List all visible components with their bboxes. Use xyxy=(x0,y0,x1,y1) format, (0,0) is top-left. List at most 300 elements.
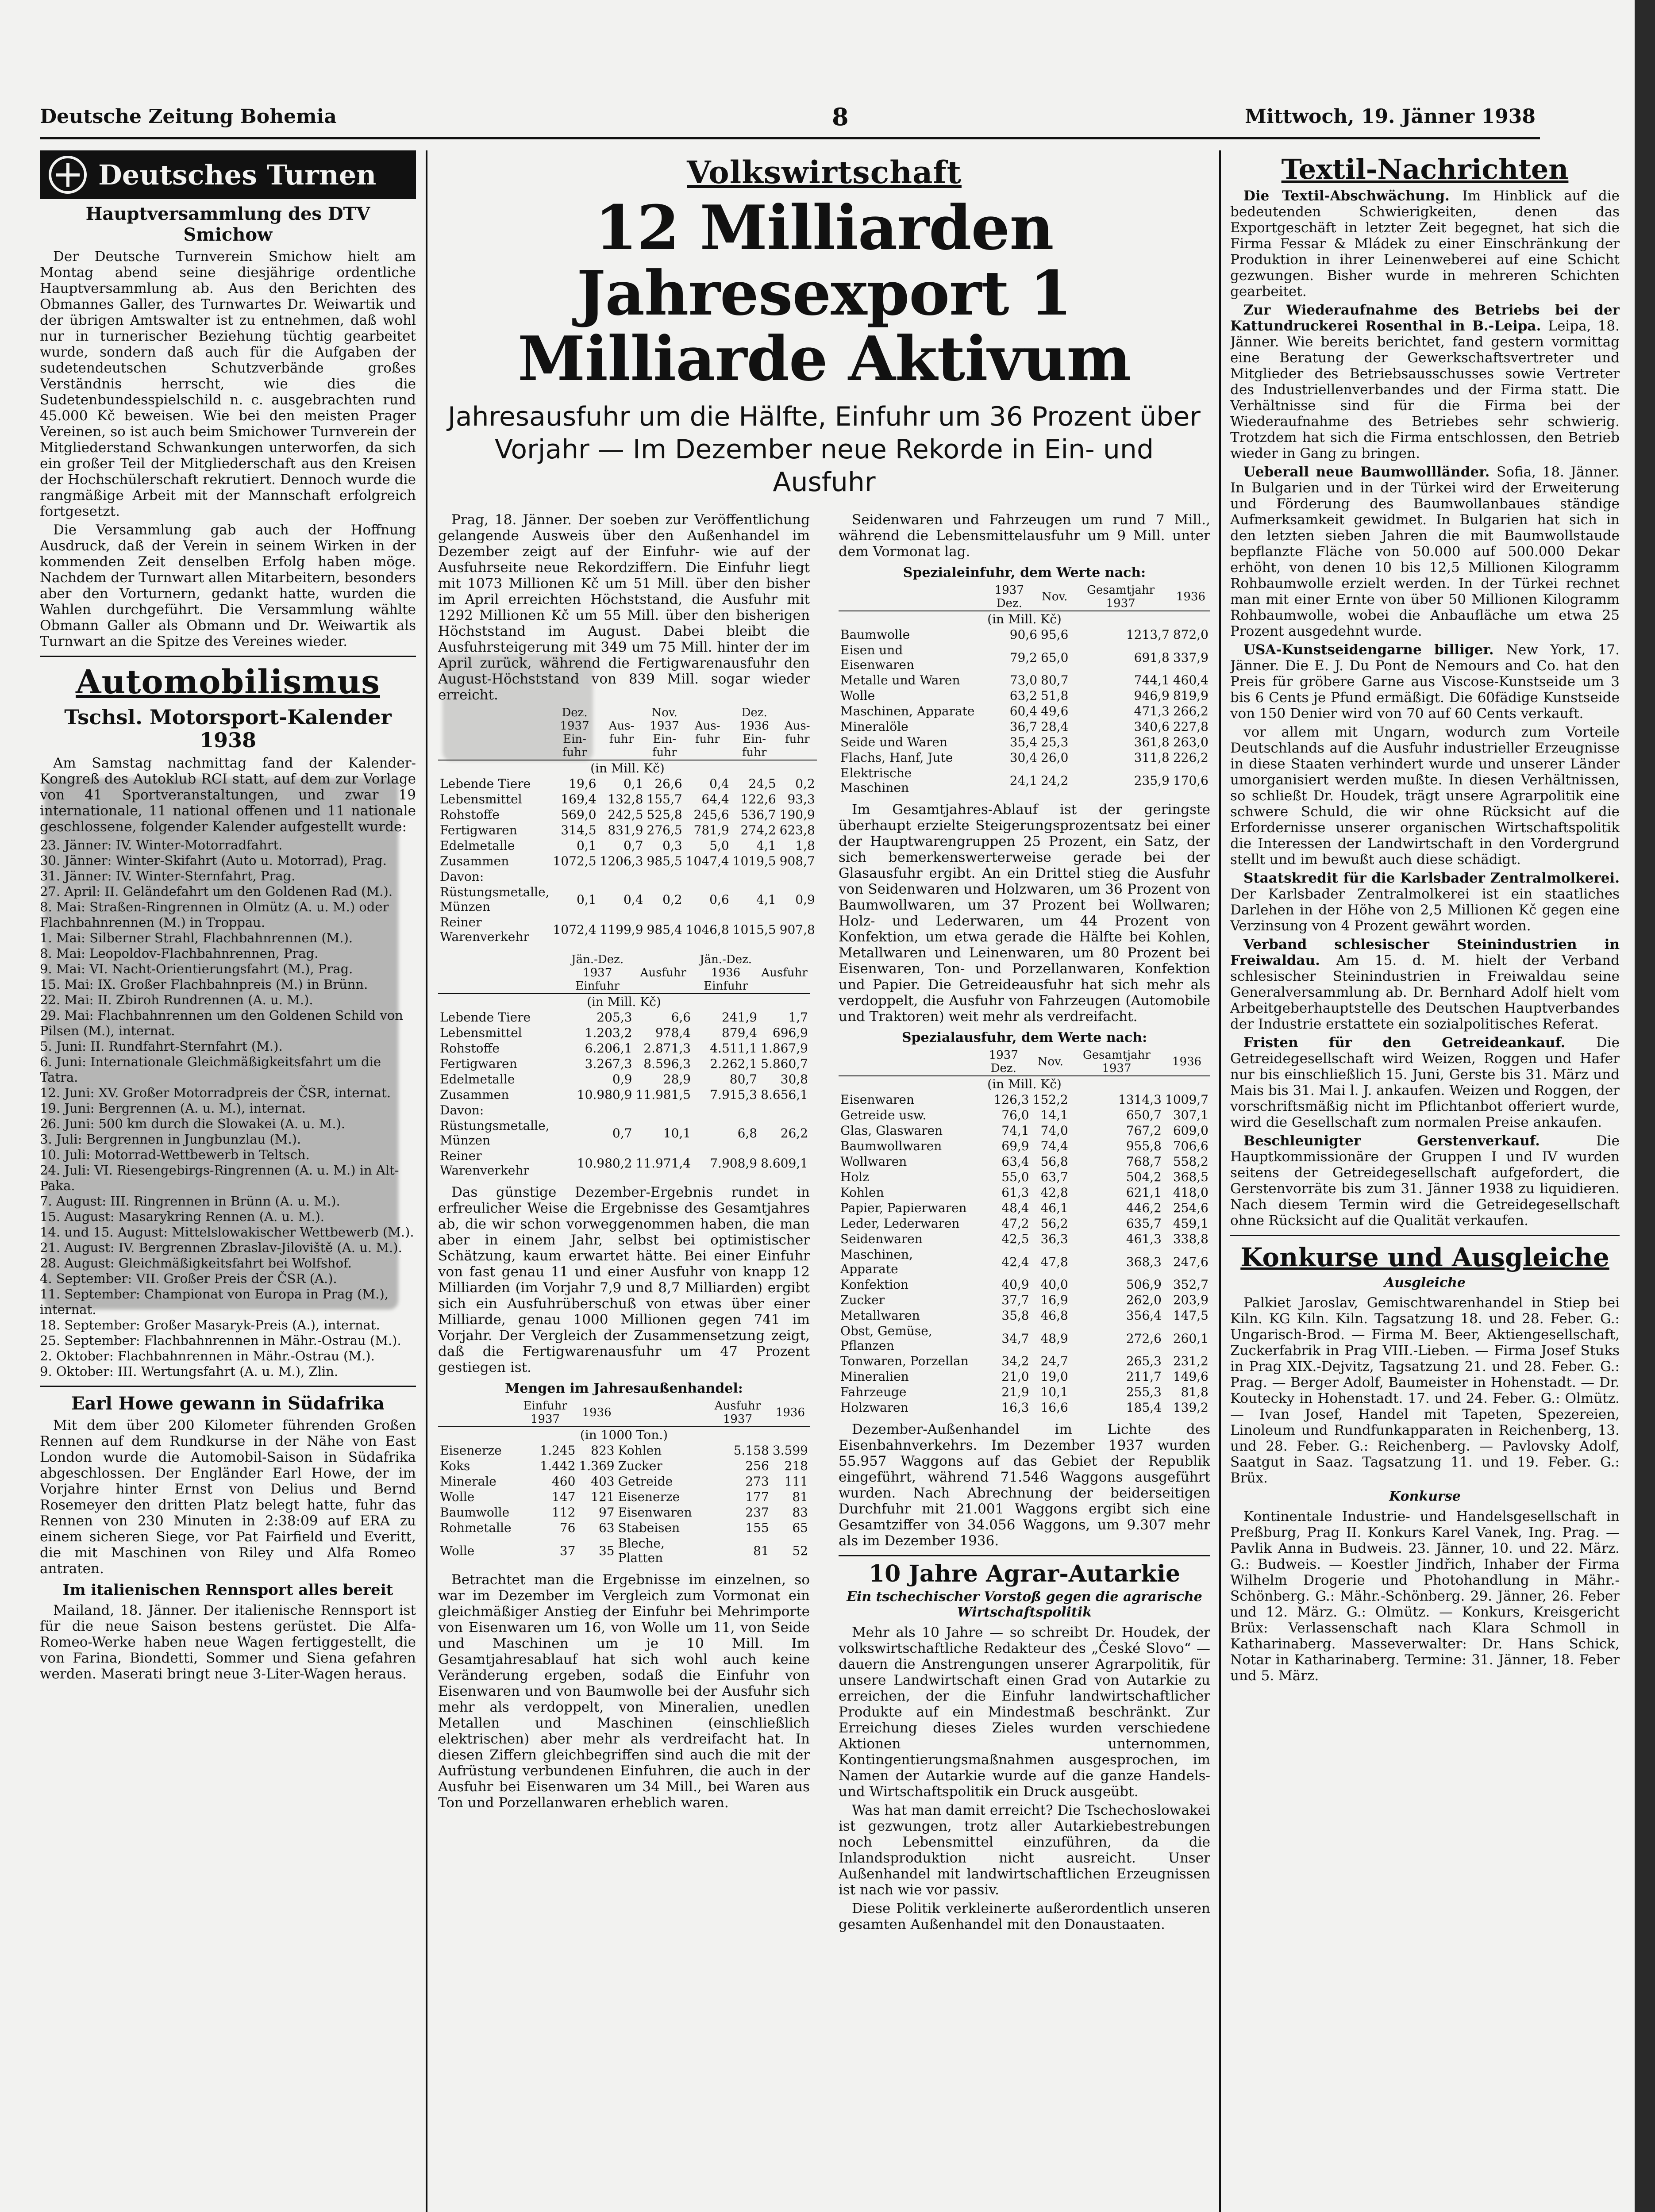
table-cell: 276,5 xyxy=(647,823,682,837)
table-cell: Lebensmittel xyxy=(440,792,522,806)
table-cell: 0,9 xyxy=(795,892,815,907)
volkswirtschaft-section-title: Volkswirtschaft xyxy=(687,154,962,191)
textil-news-item xyxy=(1230,1133,1620,1229)
table-cell: 356,4 xyxy=(1126,1308,1162,1323)
textil-news-text: Im Hinblick auf die bedeutenden Schwierigkeiten, denen das Exportgeschäft in letzter Zeit begegnet, hat sich die Firma Fessar & Mládek zu einer Einschränkung der Produktion in ihrer Leinenweberei auf eine Schicht gezwungen. Bisher wurde in mehreren Schichten gearbeitet. xyxy=(1230,188,1620,300)
table-cell: Reiner Warenverkehr xyxy=(440,915,529,944)
table-row xyxy=(839,642,1210,672)
table-cell: Lebensmittel xyxy=(440,1025,522,1040)
turnen-emblem-icon xyxy=(49,156,87,194)
table-cell: 231,2 xyxy=(1173,1354,1209,1368)
howe-article xyxy=(40,1417,416,1577)
table-cell: 459,1 xyxy=(1173,1216,1209,1231)
table-cell: 126,3 xyxy=(993,1092,1029,1107)
table-cell: Davon: xyxy=(440,869,484,884)
table-cell: 65,0 xyxy=(1041,650,1069,665)
table-cell: 16,6 xyxy=(1040,1400,1068,1415)
table-cell: 47,2 xyxy=(1001,1216,1029,1231)
table-cell: 338,8 xyxy=(1173,1232,1209,1246)
column-rule-2 xyxy=(1219,150,1221,2212)
calendar-entry: 22. Mai: II. Zbiroh Rundrennen (A. u. M.). xyxy=(40,992,313,1007)
table-cell: 111 xyxy=(784,1474,808,1489)
textil-news-head: Die Textil-Abschwächung. xyxy=(1243,188,1463,204)
table-header-cell: Nov. xyxy=(1031,1048,1070,1076)
table-cell: Baumwolle xyxy=(840,627,910,642)
table-cell: 0,2 xyxy=(662,892,682,907)
agrar-subheadline: Ein tschechischer Vorstoß gegen die agrarische Wirtschaftspolitik xyxy=(847,1589,1202,1620)
textil-news-text: vor allem mit Ungarn, wodurch zum Vorteile Deutschlands auf die Ausfuhr industrieller Erzeugnisse in diese Staaten verhindert wurde und unserer Länder umorganisiert werden mußte. In diesen Verhältnissen, so schließt Dr. Houdek, trägt unsere Agrarpolitik eine schwere Schuld, die wir ohne Rücksicht auf die Erfordernisse unserer organischen Wirtschaftspolitik die Interessen der Landwirtschaft in den Vordergrund stellt und im bewußt auch diese schädigt. xyxy=(1230,724,1620,868)
table-cell: 650,7 xyxy=(1126,1108,1162,1122)
right-text-c xyxy=(839,1421,1210,1549)
table-cell: 872,0 xyxy=(1173,627,1209,642)
table-row xyxy=(839,1231,1210,1247)
table-cell: 241,9 xyxy=(721,1010,758,1025)
table-cell: 340,6 xyxy=(1134,719,1170,734)
table-cell: 1019,5 xyxy=(732,854,776,868)
table-cell: 569,0 xyxy=(561,807,597,822)
divider xyxy=(839,1555,1210,1556)
textil-news-item xyxy=(1230,937,1620,1032)
table-cell: Fertigwaren xyxy=(440,1056,517,1071)
table-header-cell: 1936 xyxy=(577,1399,616,1427)
table-cell: 368,3 xyxy=(1126,1254,1162,1269)
table-row xyxy=(839,1185,1210,1200)
table-header-cell: Ausfuhr xyxy=(759,952,810,994)
table-cell: 361,8 xyxy=(1134,735,1170,749)
table-cell: 19,0 xyxy=(1040,1369,1068,1384)
textil-news-text: Am 15. d. M. hielt der Verband schlesischer Steinindustrien in Freiwaldau seine Generalversammlung ab. Dr. Bernhard Adolf hielt vom Arbeitgeberhauptstelle des Deutschen Hauptverbandes der Industrie erstattete ein sozialpolitisches Referat. xyxy=(1230,952,1620,1032)
table-cell: Koks xyxy=(440,1459,470,1473)
table-cell: Holz xyxy=(840,1170,869,1184)
table-cell: 218 xyxy=(784,1459,808,1473)
italy-article xyxy=(40,1602,416,1682)
table-cell: 26,2 xyxy=(780,1125,808,1141)
agrar-paragraph: Diese Politik verkleinerte außerordentlich unseren gesamten Außenhandel mit den Donaustaaten. xyxy=(839,1901,1210,1932)
table-cell: 946,9 xyxy=(1134,688,1170,703)
konkurse-text: Kontinentale Industrie- und Handelsgesellschaft in Preßburg, Prag II. Konkurs Karel Vanek, Ing. Prag. — Pavlik Anna in Budweis. 23. Jänner, 10. und 22. März. G.: Budweis. — Koestler Jindřich, Inhaber der Firma Wilhelm Drogerie und Photohandlung in Mähr.-Schönberg. G.: Mähr.-Schönberg. 29. Jänner, 26. Feber und 12. März. G.: Olmütz. — Konkurs, Kreisgericht Brüx: Verlassenschaft nach Klara Schmoll in Katharinaberg. Masseverwalter: Dr. Hans Schick, Notar in Katharinaberg. Termine: 31. Jänner, 18. Feber und 5. März. xyxy=(1230,1509,1620,1684)
textil-news-item xyxy=(1230,188,1620,300)
table-cell: 155 xyxy=(745,1521,769,1535)
table-cell: 42,5 xyxy=(1001,1232,1029,1246)
table-cell: 11.981,5 xyxy=(635,1087,691,1102)
table-cell: 823 xyxy=(591,1443,615,1458)
table-cell: 26,0 xyxy=(1041,750,1069,765)
table-cell: 74,1 xyxy=(1001,1123,1029,1138)
lower-paragraph: Betrachtet man die Ergebnisse im einzelnen, so war im Dezember im Vergleich zum Vormonat ein gleichmäßiger Anstieg der Einfuhr bei Mehrimporte von Eisenwaren um 16, von Wolle um 11, von Seide und Maschinen um je 10 Mill. Im Gesamtjahresablauf hat sich wohl auch keine Veränderung ergeben, sodaß die Einfuhr von Eisenwaren und von Baumwolle bei der Ausfuhr sich mehr als verdoppelt, von Mineralien, unedlen Metallen und Maschinen (einschließlich elektrischen) aber mehr als verdreifacht hat. In diesen Ziffern gleichbegriffen sind auch die mit der Aufrüstung verbundenen Einfuhren, die auch in der Ausfuhr bei Eisenwaren um 34 Mill., bei Waren aus Ton und Porzellanwaren erheblich waren. xyxy=(438,1572,810,1811)
table-cell: 79,2 xyxy=(1009,650,1038,665)
table-cell: Rüstungsmetalle, Münzen xyxy=(440,1118,550,1148)
table-cell: 504,2 xyxy=(1126,1170,1162,1184)
table-cell: 978,4 xyxy=(655,1025,691,1040)
table-cell: Eisenwaren xyxy=(840,1092,915,1107)
italy-text: Mailand, 18. Jänner. Der italienische Rennsport ist für die neue Saison bestens gerüstet. Die Alfa-Romeo-Werke haben neue Wagen fertiggestellt, die von Farina, Biondetti, Sommer und Siena gefahren werden. Maserati bringt neue 3-Liter-Wagen heraus. xyxy=(40,1602,416,1682)
table-cell: 8.609,1 xyxy=(761,1156,808,1171)
table-row xyxy=(839,1154,1210,1169)
table-cell: 337,9 xyxy=(1173,650,1209,665)
howe-text: Mit dem über 200 Kilometer führenden Großen Rennen auf dem Rundkurse in der Nähe von East London wurde die Automobil-Saison in Südafrika abgeschlossen. Der Engländer Earl Howe, der im Vorjahre hinter Ernst von Delius und Bernd Rosemeyer den dritten Platz belegt hatte, fuhr das Rennen von 230 Minuten in 2:38:09 auf ERA zu einem sicheren Siege, vor Pat Fairfield und Everitt, die mit Maschinen von Riley und Alfa Romeo antraten. xyxy=(40,1417,416,1577)
table-cell: 7.908,9 xyxy=(710,1156,758,1171)
table-cell: 0,4 xyxy=(623,892,643,907)
table-cell: 21,9 xyxy=(1001,1385,1029,1399)
table-cell: 95,6 xyxy=(1041,627,1069,642)
center-column xyxy=(438,150,1210,2212)
table-cell: 37 xyxy=(559,1543,576,1558)
calendar-intro-text: Am Samstag nachmittag fand der Kalender-Kongreß des Autoklub RCI statt, auf dem zur Vorlage von 41 Sportveranstaltungen, und zwar 19 internationale, 11 national offenen und 11 nationale geschlossene, folgender Kalender aufgestellt wurde: xyxy=(40,755,416,835)
agrar-paragraph: Mehr als 10 Jahre — so schreibt Dr. Houdek, der volkswirtschaftliche Redakteur des „České Slovo“ — dauern die Anstrengungen unserer Agrarpolitik, für unsere Landwirtschaft einen Grad von Autarkie zu erreichen, der die Einfuhr landwirtschaftlicher Produkte auf ein Mindestmaß beschränkt. Zur Erreichung dieses Zieles wurden verschiedene Aktionen unternommen, Kontingentierungsmaßnahmen ausgesprochen, im Namen der Autarkie wurde auf die ganze Handels- und Wirtschaftspolitik ein Druck ausgeübt. xyxy=(839,1624,1210,1800)
table-cell: 609,0 xyxy=(1173,1123,1209,1138)
table-cell: 149,6 xyxy=(1173,1369,1209,1384)
ausgleiche-text: Palkiet Jaroslav, Gemischtwarenhandel in Stiep bei Kiln. KG Kiln. Kiln. Tagsatzung 18. und 28. Feber. G.: Ungarisch-Brod. — Firma M. Beer, Aktiengesellschaft, Zuckerfabrik in Prag VIII.-Lieben. — Firma Josef Stuks in Prag XIX.-Dejvitz, Tagsatzung 21. und 28. Feber. G.: Prag. — Berger Adolf, Baumeister in Hohenstadt. — Dr. Koutecky in Hohenstadt. 17. und 24. Feber. G.: Olmütz. — Ivan Josef, Handel mit Tapeten, Spezereien, Linoleum und Rundfunkapparaten in Reichenberg, 13. und 28. Feber. G.: Reichenberg. — Pavlovsky Adolf, Saatgut in Saaz. Tagsatzung 11. und 19. Feber. G.: Brüx. xyxy=(1230,1295,1620,1486)
table-cell: 0,6 xyxy=(709,892,729,907)
table-header-cell xyxy=(438,952,561,994)
table-cell: 65 xyxy=(792,1521,808,1535)
calendar-entry: 10. Juli: Motorrad-Wettbewerb in Teltsch. xyxy=(40,1147,310,1162)
table-cell: 40,9 xyxy=(1001,1277,1029,1292)
table-header-cell: Jän.-Dez. 1936 Einfuhr xyxy=(693,952,759,994)
table-cell: 63,4 xyxy=(1001,1154,1029,1169)
table-cell: 34,7 xyxy=(1001,1331,1029,1346)
textil-news-head: Zur Wiederaufnahme des Betriebs bei der Kattundruckerei Rosenthal in B.-Leipa. xyxy=(1230,302,1620,334)
motorsport-calendar-headline: Tschsl. Motorsport-Kalender 1938 xyxy=(64,705,392,752)
scan-smudge xyxy=(443,655,593,761)
table-cell: 506,9 xyxy=(1126,1277,1162,1292)
table-cell: Wolle xyxy=(840,688,875,703)
table-row xyxy=(438,1489,810,1505)
table-cell: 274,2 xyxy=(740,823,776,837)
calendar-entry: 27. April: II. Geländefahrt um den Goldenen Rad (M.). xyxy=(40,884,393,899)
table-cell: 11.971,4 xyxy=(635,1156,691,1171)
table-cell: 30,4 xyxy=(1009,750,1038,765)
table-cell: 170,6 xyxy=(1173,773,1209,788)
table-cell: 226,2 xyxy=(1173,750,1209,765)
calendar-entry: 23. Jänner: IV. Winter-Motorradfahrt. xyxy=(40,837,283,853)
table-header-cell: Dez. 1936 Ein-fuhr xyxy=(731,706,778,760)
table-cell: 205,3 xyxy=(597,1010,632,1025)
right-paragraph-a: Seidenwaren und Fahrzeugen um rund 7 Mill., während die Lebensmittelausfuhr um 9 Mill. unter dem Vormonat lag. xyxy=(839,512,1210,560)
table-cell: 247,6 xyxy=(1173,1254,1209,1269)
table-cell: Reiner Warenverkehr xyxy=(440,1148,529,1178)
table-cell: Elektrische Maschinen xyxy=(840,766,912,795)
lower-text xyxy=(438,1572,810,1811)
agrar-article xyxy=(839,1624,1210,1932)
table-cell: Metalle und Waren xyxy=(840,673,960,687)
table-header-row xyxy=(438,952,810,994)
table-cell: 1072,5 xyxy=(553,854,597,868)
table-cell: 122,6 xyxy=(740,792,776,806)
table-cell: Rohstoffe xyxy=(440,807,500,822)
table-unit-cell: (in Mill. Kč) xyxy=(987,1077,1062,1091)
table-cell: 24,5 xyxy=(748,776,776,791)
turnen-paragraph: Die Versammlung gab auch der Hoffnung Ausdruck, daß der Verein in seinem Wirken in der kommenden Zeit denselben Erfolg haben möge. Nachdem der Turnwart allen Mitarbeitern, besonders aber den Vorturnern, gedankt hatte, wurden die Wahlen durchgeführt. Die Versammlung wählte Obmann Galler als Obmann und Dr. Weiwartik als Turnwart an die Spitze des Vereines wieder. xyxy=(40,522,416,649)
textil-news-text: New York, 17. Jänner. Die E. J. Du Pont de Nemours and Co. hat den Preis für gröbere Garne aus Viscose-Kunstseide um 3 bis 6 Cents je Pfund ermäßigt. Die 60fädige Kunstseide von 150 Denier wird von 70 auf 60 Cents verkauft. xyxy=(1230,642,1620,722)
table-unit-cell: (in Mill. Kč) xyxy=(587,995,661,1009)
table-header-cell: Einfuhr 1937 xyxy=(513,1399,577,1427)
ausgleiche-subhead: Ausgleiche xyxy=(1384,1275,1466,1290)
table-cell: Edelmetalle xyxy=(440,838,515,853)
table-header-cell: Nov. 1937 Ein-fuhr xyxy=(645,706,684,760)
table-row xyxy=(839,1400,1210,1415)
table-cell: 1047,4 xyxy=(685,854,729,868)
import-caption: Spezialeinfuhr, dem Werte nach: xyxy=(903,565,1146,580)
table-header-cell: Gesamtjahr 1937 xyxy=(1070,583,1171,611)
table-unit-cell: (in Mill. Kč) xyxy=(590,761,665,776)
table-header-row xyxy=(839,583,1210,611)
table-cell: Davon: xyxy=(440,1103,484,1118)
calendar-entry: 26. Juni: 500 km durch die Slowakei (A. u. M.). xyxy=(40,1116,346,1131)
table-cell: 819,9 xyxy=(1173,688,1209,703)
table-cell: 621,1 xyxy=(1126,1185,1162,1200)
table-row xyxy=(839,688,1210,703)
calendar-entry: 30. Jänner: Winter-Skifahrt (Auto u. Motorrad), Prag. xyxy=(40,853,387,868)
table-cell: 1009,7 xyxy=(1165,1092,1209,1107)
table-cell: Eisen und Eisenwaren xyxy=(840,643,915,672)
table-cell: 83 xyxy=(792,1505,808,1520)
table-header-row xyxy=(839,1048,1210,1076)
table-header-cell: Jän.-Dez. 1937 Einfuhr xyxy=(561,952,634,994)
table-cell: Zucker xyxy=(840,1293,885,1307)
table-cell: 7.915,3 xyxy=(710,1087,758,1102)
table-cell: 64,4 xyxy=(701,792,729,806)
table-unit-cell: (in 1000 Ton.) xyxy=(580,1428,668,1442)
page-header xyxy=(40,105,1536,132)
table-cell: 36,7 xyxy=(1009,719,1038,734)
table-row xyxy=(839,1369,1210,1384)
italy-headline: Im italienischen Rennsport alles bereit xyxy=(62,1581,393,1599)
table-cell: Kohlen xyxy=(618,1443,662,1458)
table-cell: 696,9 xyxy=(772,1025,808,1040)
lead-paragraph: Prag, 18. Jänner. Der soeben zur Veröffentlichung gelangende Ausweis über den Außenhandel im Dezember zeigt auf der Einfuhr- wie auf der Ausfuhrseite neue Rekordziffern. Die Einfuhr liegt mit 1073 Millionen Kč um 51 Mill. über den bisher im April erreichten Höchststand, die Ausfuhr mit 1292 Millionen Kč um 55 Mill. über den bisherigen Höchststand im August. Dabei bleibt die Ausfuhrsteigerung mit 349 um 75 Mill. hinter der im April zurück, während die Fertigwarenausfuhr den August-Höchststand von 839 Mill. sogar wieder erreicht. xyxy=(438,512,810,703)
table-cell: 368,5 xyxy=(1173,1170,1209,1184)
table-unit-cell: (in Mill. Kč) xyxy=(987,612,1062,626)
table-cell: Rohstoffe xyxy=(440,1041,500,1056)
table-cell: 403 xyxy=(591,1474,615,1489)
table-cell: 768,7 xyxy=(1126,1154,1162,1169)
table-cell: 6,6 xyxy=(671,1010,691,1025)
table-cell: 55,0 xyxy=(1001,1170,1029,1184)
konkurs-section-title: Konkurse und Ausgleiche xyxy=(1240,1242,1609,1272)
table-cell: 8.596,3 xyxy=(643,1056,691,1071)
table-cell: 460,4 xyxy=(1173,673,1209,687)
table-cell: 2.871,3 xyxy=(643,1041,691,1056)
table-cell: Lebende Tiere xyxy=(440,1010,531,1025)
table-cell: 235,9 xyxy=(1134,773,1170,788)
table-cell: 139,2 xyxy=(1173,1400,1209,1415)
table-cell: 985,5 xyxy=(647,854,682,868)
table-cell: 1.369 xyxy=(579,1459,615,1473)
table-cell: 245,6 xyxy=(693,807,729,822)
textil-news-head: Staatskredit für die Karlsbader Zentralmolkerei. xyxy=(1243,870,1620,886)
table-row xyxy=(839,1308,1210,1323)
table-row xyxy=(438,1505,810,1520)
table-row xyxy=(839,1123,1210,1138)
table-cell: 5.860,7 xyxy=(761,1056,808,1071)
table-cell: 81,8 xyxy=(1181,1385,1209,1399)
table-row xyxy=(839,1169,1210,1185)
agrar-headline: 10 Jahre Agrar-Autarkie xyxy=(868,1560,1181,1587)
table-cell: 40,0 xyxy=(1040,1277,1068,1292)
table-cell: 0,3 xyxy=(662,838,682,853)
table-row xyxy=(438,1458,810,1474)
table-row xyxy=(438,1443,810,1458)
table-row xyxy=(438,1102,810,1118)
table-cell: Flachs, Hanf, Jute xyxy=(840,750,953,765)
table-cell: 112 xyxy=(551,1505,576,1520)
table-cell: 21,0 xyxy=(1001,1369,1029,1384)
table-cell: 47,8 xyxy=(1040,1254,1068,1269)
ausgleiche-list xyxy=(1230,1295,1620,1486)
table-cell: Konfektion xyxy=(840,1277,909,1292)
table-cell: Fertigwaren xyxy=(440,823,517,837)
table-cell: 352,7 xyxy=(1173,1277,1209,1292)
table-cell: 37,7 xyxy=(1001,1293,1029,1307)
table-cell: 260,1 xyxy=(1173,1331,1209,1346)
table-row xyxy=(438,1536,810,1566)
table-cell: 185,4 xyxy=(1126,1400,1162,1415)
right-column xyxy=(1230,150,1620,2212)
calendar-entry: 28. August: Gleichmäßigkeitsfahrt bei Wolfshof. xyxy=(40,1256,352,1271)
table-cell: Eisenerze xyxy=(618,1490,680,1504)
table-cell: 46,1 xyxy=(1040,1201,1068,1215)
export-caption: Spezialausfuhr, dem Werte nach: xyxy=(901,1030,1147,1045)
table-cell: 80,7 xyxy=(1041,673,1069,687)
table-row xyxy=(438,776,817,791)
calendar-entry: 15. Mai: IX. Großer Flachbahnpreis (M.) in Brünn. xyxy=(40,977,368,992)
right-text-b xyxy=(839,802,1210,1025)
annual-trade-table xyxy=(438,952,810,1178)
issue-date: Mittwoch, 19. Jänner 1938 xyxy=(1245,105,1536,128)
table-cell: 36,3 xyxy=(1040,1232,1068,1246)
table-cell: 744,1 xyxy=(1134,673,1170,687)
table-cell: Tonwaren, Porzellan xyxy=(840,1354,969,1368)
table-row xyxy=(839,1216,1210,1231)
table-cell: 1,7 xyxy=(788,1010,808,1025)
turnen-article xyxy=(40,249,416,649)
table-row xyxy=(438,1071,810,1087)
table-cell: 42,8 xyxy=(1040,1185,1068,1200)
table-row xyxy=(839,627,1210,642)
table-header-cell: Aus-fuhr xyxy=(778,706,817,760)
table-cell: 51,8 xyxy=(1041,688,1069,703)
table-cell: 6,8 xyxy=(737,1125,758,1141)
table-cell: 16,9 xyxy=(1040,1293,1068,1307)
turnen-paragraph: Der Deutsche Turnverein Smichow hielt am Montag abend seine diesjährige ordentliche Hauptversammlung ab. Aus den Berichten des Obmannes Galler, des Turnwartes Dr. Weiwartik und der übrigen Amtswalter ist zu entnehmen, daß wohl nur in turnerischer Beziehung tüchtig gearbeitet wurde, sondern daß auch für die Aufgaben der sudetendeutschen Schutzverbände großes Verständnis herrscht, wie dies die Sudetenbundesspielschild n. c. ausgebrachten rund 45.000 Kč beweisen. Wie bei den meisten Prager Vereinen, so ist auch beim Smichower Turnverein der Mitgliederstand Schwankungen unterworfen, da sich ein großer Teil der Mitgliederschaft aus den Kreisen der Hochschülerschaft rekrutiert. Dennoch wurde die rangmäßige Arbeit mit der Mannschaft erfolgreich fortgesetzt. xyxy=(40,249,416,519)
table-cell: Kohlen xyxy=(840,1185,884,1200)
textil-news-item xyxy=(1230,1035,1620,1130)
table-cell: Seidenwaren xyxy=(840,1232,923,1246)
table-cell: Obst, Gemüse, Pflanzen xyxy=(840,1324,932,1353)
textil-news-item xyxy=(1230,642,1620,722)
table-cell: 30,8 xyxy=(780,1072,808,1087)
table-cell: 623,8 xyxy=(779,823,815,837)
table-cell: Rohmetalle xyxy=(440,1521,512,1535)
divider xyxy=(40,656,416,657)
table-cell: 132,8 xyxy=(608,792,643,806)
table-cell: 1.442 xyxy=(540,1459,576,1473)
table-cell: 46,8 xyxy=(1040,1308,1068,1323)
table-cell: 93,3 xyxy=(787,792,815,806)
table-row xyxy=(438,1520,810,1536)
calendar-entry: 31. Jänner: IV. Winter-Sternfahrt, Prag. xyxy=(40,868,296,883)
table-cell: 49,6 xyxy=(1041,704,1069,718)
textil-news-item xyxy=(1230,464,1620,639)
table-cell: 1314,3 xyxy=(1118,1092,1162,1107)
table-row xyxy=(438,1087,810,1102)
table-cell: Mineralöle xyxy=(840,719,908,734)
header-rule xyxy=(40,137,1540,139)
table-cell: 0,7 xyxy=(623,838,643,853)
table-cell: 256 xyxy=(745,1459,769,1473)
table-row xyxy=(438,869,817,884)
table-cell: Zusammen xyxy=(440,1087,509,1102)
calendar-entry: 5. Juni: II. Rundfahrt-Sternfahrt (M.). xyxy=(40,1039,283,1054)
textil-news-text: Die Getreidegesellschaft wird Weizen, Roggen und Hafer nur bis einschließlich 15. Juni, Gerste bis 31. März und Mais bis 31. Mai l. J. ankaufen. Weizen und Roggen, der vorschriftsmäßig nicht im Pflichtanbot offeriert wurde, wird die Gesellschaft zum normalen Preise ankaufen. xyxy=(1230,1035,1620,1130)
table-cell: 307,1 xyxy=(1173,1108,1209,1122)
konkurse-list xyxy=(1230,1509,1620,1684)
table-cell: 471,3 xyxy=(1134,704,1170,718)
table-cell: 525,8 xyxy=(647,807,682,822)
textil-news-text: Der Karlsbader Zentralmolkerei ist ein staatliches Darlehen in der Höhe von 2,5 Millionen Kč gegen eine Verzinsung von 4 Prozent gewährt worden. xyxy=(1230,886,1620,934)
table-unit-row xyxy=(438,760,817,776)
table-row xyxy=(438,1010,810,1025)
table-cell: 42,4 xyxy=(1001,1254,1029,1269)
table-cell: 74,0 xyxy=(1040,1123,1068,1138)
table-unit-row xyxy=(839,1076,1210,1092)
table-unit-row xyxy=(438,994,810,1010)
konkurse-subhead: Konkurse xyxy=(1389,1489,1461,1504)
table-cell: 706,6 xyxy=(1173,1139,1209,1153)
table-header-cell: Ausfuhr 1937 xyxy=(704,1399,771,1427)
table-cell: Leder, Lederwaren xyxy=(840,1216,960,1231)
table-cell: 52 xyxy=(792,1543,808,1558)
table-header-cell xyxy=(839,1048,976,1076)
table-cell: 35 xyxy=(598,1543,615,1558)
table-cell: 1046,8 xyxy=(685,922,729,937)
table-cell: 536,7 xyxy=(740,807,776,822)
calendar-entry: 4. September: VII. Großer Preis der ČSR (A.). xyxy=(40,1271,337,1286)
table-cell: 4.511,1 xyxy=(710,1041,758,1056)
table-cell: 73,0 xyxy=(1009,673,1038,687)
table-cell: 177 xyxy=(745,1490,769,1504)
table-cell: 6.206,1 xyxy=(585,1041,632,1056)
textil-news-item xyxy=(1230,870,1620,934)
calendar-entry: 12. Juni: XV. Großer Motorradpreis der ČSR, internat. xyxy=(40,1085,391,1100)
table-cell: 446,2 xyxy=(1126,1201,1162,1215)
table-cell: Seide und Waren xyxy=(840,735,948,749)
table-cell: 242,5 xyxy=(608,807,643,822)
table-cell: 418,0 xyxy=(1173,1185,1209,1200)
table-cell: 255,3 xyxy=(1126,1385,1162,1399)
special-export-table xyxy=(839,1048,1210,1415)
table-cell: 81 xyxy=(792,1490,808,1504)
table-cell: 48,4 xyxy=(1001,1201,1029,1215)
table-cell: 35,4 xyxy=(1009,735,1038,749)
table-header-cell: Dez. 1937 Ein-fuhr xyxy=(551,706,598,760)
textil-news-text: Die Hauptkommissionäre der Gruppen I und IV wurden seitens der Getreidegesellschaft aufgefordert, die Gerstenvorräte bis zum 31. Jänner 1938 zu liquidieren. Nach diesem Termin wird die Getreidegesellschaft ohne Rücksicht auf die Qualität verkaufen. xyxy=(1230,1133,1620,1229)
table-row xyxy=(438,822,817,838)
table-cell: 1,8 xyxy=(795,838,815,853)
page-edge xyxy=(1635,0,1655,2212)
calendar-entry: 9. Oktober: III. Wertungsfahrt (A. u. M.), Zlin. xyxy=(40,1364,339,1379)
calendar-entry: 25. September: Flachbahnrennen in Mähr.-Ostrau (M.). xyxy=(40,1333,401,1348)
table-cell: 76 xyxy=(559,1521,576,1535)
table-header-cell: Aus-fuhr xyxy=(598,706,645,760)
table-cell: 691,8 xyxy=(1134,650,1170,665)
table-cell: 263,0 xyxy=(1173,735,1209,749)
table-row xyxy=(438,1118,810,1148)
table-cell: Getreide xyxy=(618,1474,673,1489)
table-cell: 81 xyxy=(753,1543,769,1558)
table-cell: 4,1 xyxy=(756,838,776,853)
